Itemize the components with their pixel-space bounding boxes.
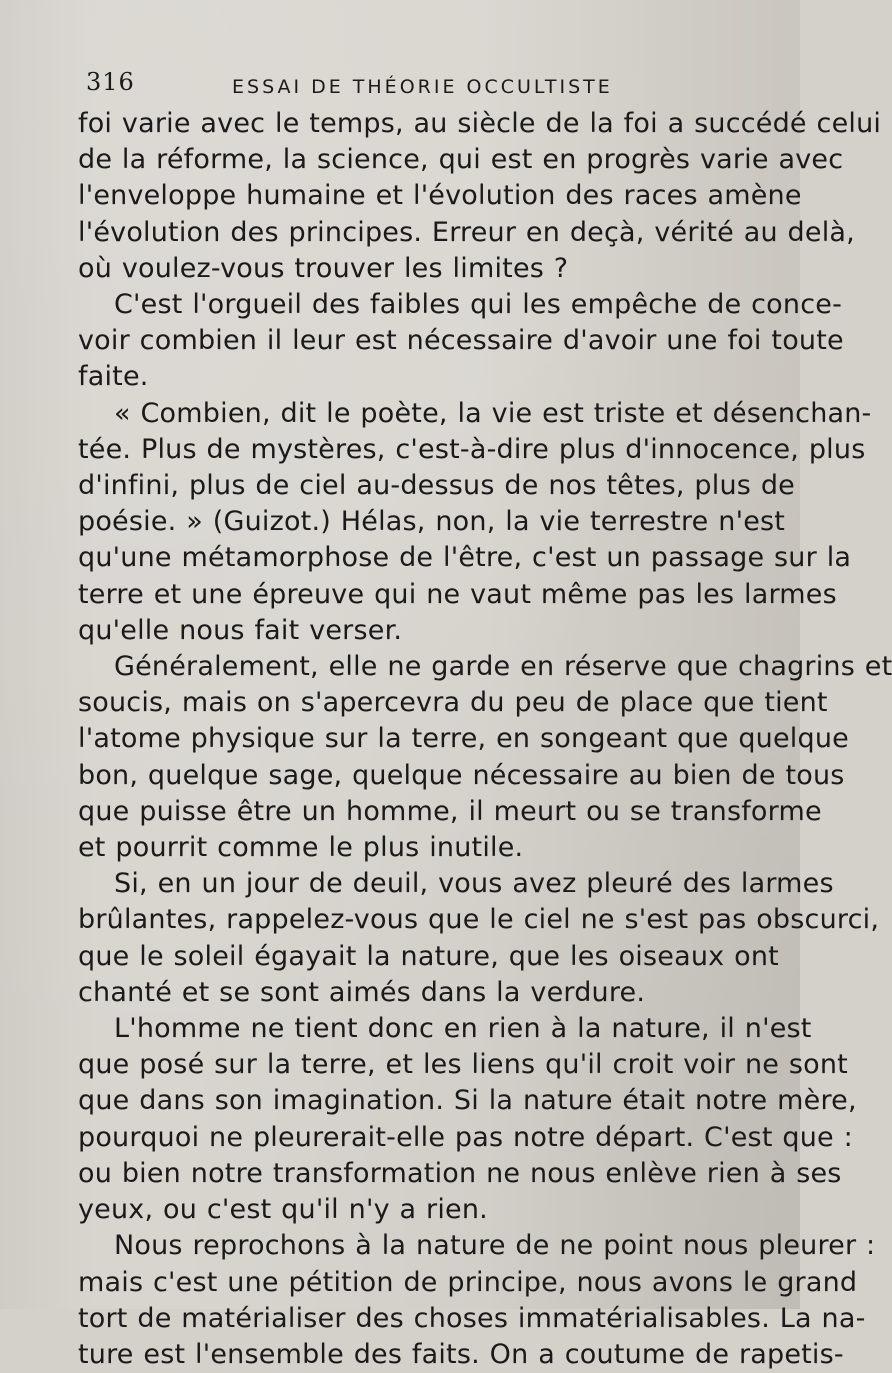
running-title: ESSAI DE THÉORIE OCCULTISTE [232,76,613,98]
text-line: yeux, ou c'est qu'il n'y a rien. [78,1194,488,1226]
text-line: faite. [78,361,149,393]
paragraph [78,396,872,649]
text-line: que puisse être un homme, il meurt ou se transforme [78,795,822,827]
text-line: l'atome physique sur la terre, en songeant que quelque [78,723,849,755]
text-line: tée. Plus de mystères, c'est-à-dire plus d'innocence, plus [78,433,866,465]
text-line: qu'une métamorphose de l'être, c'est un passage sur la [78,542,852,574]
text-line: ture est l'ensemble des faits. On a coutume de rapetis- [78,1338,844,1370]
text-line: foi varie avec le temps, au siècle de la foi a succédé celui [78,108,882,139]
text-line: tort de matérialiser des choses immatérialisables. La na- [78,1302,866,1334]
paragraph [78,287,844,396]
text-line: de la réforme, la science, qui est en progrès varie avec [78,144,844,176]
body-text [78,106,892,1373]
paragraph [78,1011,857,1228]
text-line: l'évolution des principes. Erreur en deçà, vérité au delà, [78,216,855,248]
text-line: d'infini, plus de ciel au-dessus de nos têtes, plus de [78,470,795,502]
text-line: que le soleil égayait la nature, que les oiseaux ont [78,940,779,972]
text-line: l'enveloppe humaine et l'évolution des races amène [78,180,802,212]
text-line: que dans son imagination. Si la nature était notre mère, [78,1085,857,1117]
text-line: « Combien, dit le poète, la vie est triste et désenchan- [114,397,872,429]
text-line: brûlantes, rappelez-vous que le ciel ne s'est pas obscurci, [78,904,880,936]
text-line: L'homme ne tient donc en rien à la nature, il n'est [114,1013,812,1045]
text-line: Si, en un jour de deuil, vous avez pleuré des larmes [114,868,834,900]
text-line: Généralement, elle ne garde en réserve que chagrins et [114,651,892,683]
text-line: bon, quelque sage, quelque nécessaire au bien de tous [78,759,845,791]
text-line: C'est l'orgueil des faibles qui les empêche de conce- [114,289,843,321]
text-line: qu'elle nous fait verser. [78,614,403,646]
text-line: soucis, mais on s'apercevra du peu de place que tient [78,687,828,719]
page-header [86,68,666,104]
text-line: poésie. » (Guizot.) Hélas, non, la vie terrestre n'est [78,506,786,538]
text-line: pourquoi ne pleurerait-elle pas notre départ. C'est que : [78,1121,853,1153]
text-line: voir combien il leur est nécessaire d'avoir une foi toute [78,325,844,357]
text-line: Nous reprochons à la nature de ne point nous pleurer : [114,1230,876,1262]
page-number: 316 [86,68,135,96]
text-line: et pourrit comme le plus inutile. [78,832,524,864]
text-line: où voulez-vous trouver les limites ? [78,252,569,284]
paragraph [78,106,882,287]
paragraph [78,649,892,866]
text-line: terre et une épreuve qui ne vaut même pas les larmes [78,578,837,610]
text-line: que posé sur la terre, et les liens qu'il croit voir ne sont [78,1049,848,1081]
text-line: chanté et se sont aimés dans la verdure. [78,976,646,1008]
text-line: mais c'est une pétition de principe, nous avons le grand [78,1266,858,1298]
paragraph [78,866,880,1011]
text-line: ou bien notre transformation ne nous enlève rien à ses [78,1157,842,1189]
paragraph [78,1228,876,1373]
